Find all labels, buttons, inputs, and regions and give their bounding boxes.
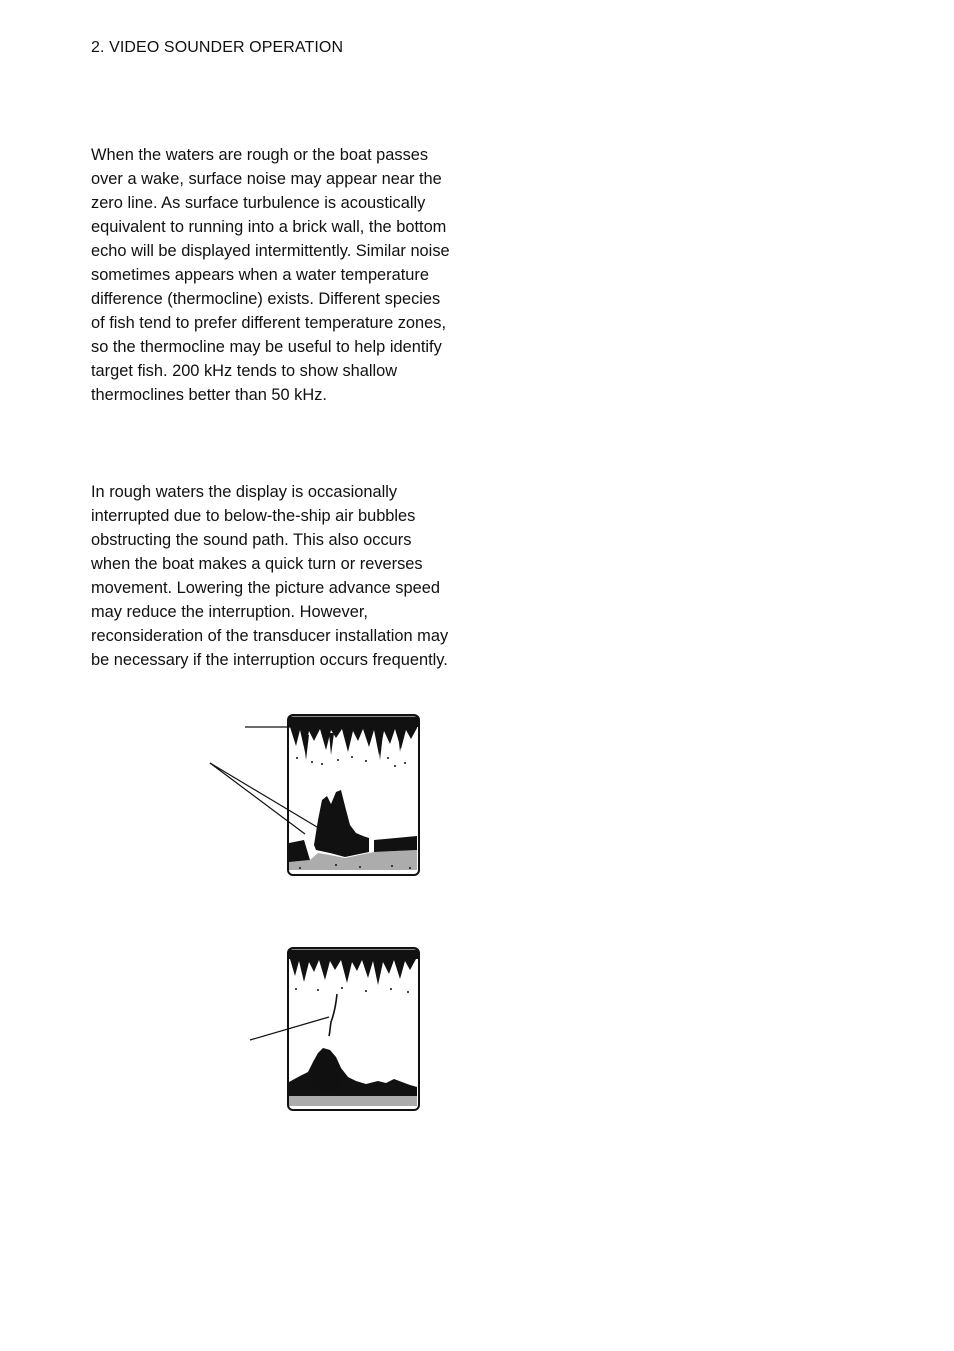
paragraph-air-bubbles: In rough waters the display is occasionally interrupted due to below-the-ship air bubbles obstructing the sound path. This also occurs when the boat makes a quick turn or reverses movement. Lowering the picture advance speed may reduce the interruption. However, reconsideration of the transducer installation may be necessary if the interruption occurs frequently. [91, 483, 449, 669]
page-header: 2. VIDEO SOUNDER OPERATION [91, 39, 344, 56]
paragraph-surface-noise: When the waters are rough or the boat passes over a wake, surface noise may appear near the zero line. As surface turbulence is acoustically equivalent to running into a brick wall, the bottom echo will be displayed intermittently. Similar noise sometimes appears when a water temperature difference (thermocline) exists. Different species of fish tend to prefer different temperature zones, so the thermocline may be useful to help identify target fish. 200 kHz tends to show shallow thermoclines better than 50 kHz. [91, 146, 450, 404]
echogram-figure-surface-noise [210, 715, 419, 875]
echogram-figure-thermocline [250, 948, 419, 1110]
